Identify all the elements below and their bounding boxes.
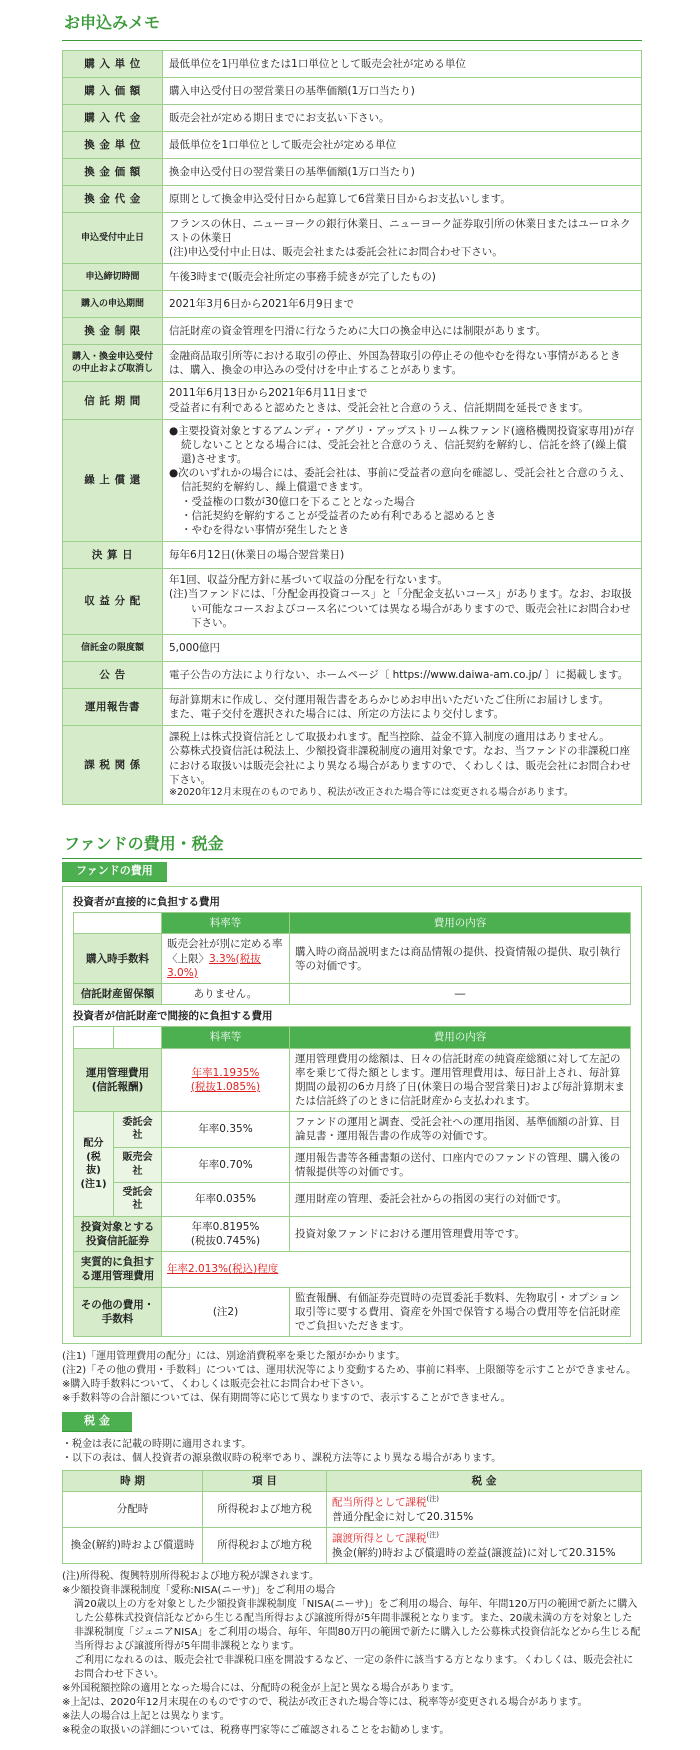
fee-rate-text: 年率0.8195% <box>191 1220 260 1233</box>
tax-detail <box>327 1492 642 1528</box>
note: ※上記は、2020年12月末現在のものですので、税法が改正された場合等には、税率等が変更される場合があります。 <box>62 1696 588 1708</box>
memo-text: 2011年6月13日から2021年6月11日まで <box>169 387 368 400</box>
memo-row <box>63 661 642 688</box>
note: ※外国税額控除の適用となった場合には、分配時の税金が上記と異なる場合があります。 <box>62 1682 460 1694</box>
memo-key: 購 入 代 金 <box>63 104 163 131</box>
memo-title: お申込みメモ <box>62 8 642 41</box>
fee-rate-red: 年率1.1935% <box>191 1066 260 1079</box>
table-row <box>74 934 631 984</box>
fee-key: 信託財産留保額 <box>74 984 162 1005</box>
tax-item: 所得税および地方税 <box>203 1492 327 1528</box>
fee-rate <box>162 934 290 984</box>
note: ※法人の場合は上記とは異なります。 <box>62 1710 230 1722</box>
fee-rate-red: 3.3%(税抜3.0%) <box>167 952 261 979</box>
memo-row <box>63 291 642 318</box>
memo-key: 換 金 制 限 <box>63 318 163 345</box>
memo-row <box>63 318 642 345</box>
note-prefix: 満20歳以上の方を対象とした <box>74 1598 207 1610</box>
memo-key: 換 金 価 額 <box>63 158 163 185</box>
memo-note: (注)当ファンドには、「分配金再投資コース」と「分配金支払いコース」があります。なお、お取扱い可能なコースおよびコース名については異なる場合がありますので、販売会社にお問合わせ下さい。 <box>169 588 632 629</box>
list-item: ●主要投資対象とするアムンディ・アグリ・アップストリーム株ファンド(適格機関投資家専用)が存続しないこととなる場合には、受託会社と合意のうえ、信託契約を解約し、信託を終了(繰上償還)させます。 <box>169 424 635 466</box>
fee-subkey: 委託会社 <box>114 1112 162 1147</box>
note: ※税金の取扱いの詳細については、税務専門家等にご確認されることをお勧めします。 <box>62 1724 450 1736</box>
memo-value <box>163 688 642 725</box>
memo-text: 課税上は株式投資信託として取扱われます。配当控除、益金不算入制度の適用はありません。 <box>169 731 610 744</box>
memo-row <box>63 382 642 419</box>
memo-value: 2021年3月6日から2021年6月9日まで <box>163 291 642 318</box>
fee-content: 投資対象ファンドにおける運用管理費用等です。 <box>290 1216 631 1251</box>
table-row <box>74 1216 631 1251</box>
fee-rate <box>162 1252 631 1287</box>
fee-notes <box>62 1344 642 1406</box>
blank-header <box>74 1027 114 1048</box>
fee-content: ファンドの運用と調査、受託会社への運用指図、基準価額の計算、目論見書・運用報告書の作成等の対価です。 <box>290 1112 631 1147</box>
table-row <box>74 1147 631 1182</box>
memo-value <box>163 726 642 805</box>
tax-type: 配当所得として課税 <box>332 1496 427 1509</box>
memo-value <box>163 382 642 419</box>
tax-type: 譲渡所得として課税 <box>332 1532 427 1545</box>
memo-value <box>163 419 642 541</box>
tax-detail <box>327 1527 642 1563</box>
note: (注)所得税、復興特別所得税および地方税が課されます。 <box>62 1570 320 1582</box>
rate-column-header: 料率等 <box>162 913 290 934</box>
memo-key: 申込締切時間 <box>63 264 163 291</box>
memo-value: 金融商品取引所等における取引の停止、外国為替取引の停止その他やむを得ない事情があるときは、購入、換金の申込みの受付けを中止することがあります。 <box>163 345 642 382</box>
memo-key: 繰 上 償 還 <box>63 419 163 541</box>
fee-key: 運用管理費用(信託報酬) <box>74 1048 162 1112</box>
table-row <box>63 1527 642 1563</box>
fee-content: 運用報告書等各種書類の送付、口座内でのファンドの管理、購入後の情報提供等の対価です。 <box>290 1147 631 1182</box>
memo-key: 申込受付中止日 <box>63 212 163 264</box>
memo-row <box>63 158 642 185</box>
tax-tag: 税 金 <box>62 1412 132 1432</box>
memo-value: 午後3時まで(販売会社所定の事務手続きが完了したもの) <box>163 264 642 291</box>
fee-content: 購入時の商品説明または商品情報の提供、投資情報の提供、取引執行等の対価です。 <box>290 934 631 984</box>
fee-rate: 年率0.35% <box>162 1112 290 1147</box>
tax-time: 換金(解約)時および償還時 <box>63 1527 203 1563</box>
memo-value: 購入申込受付日の翌営業日の基準価額(1万口当たり) <box>163 77 642 104</box>
fee-key: 投資対象とする投資信託証券 <box>74 1216 162 1251</box>
fee-content: 監査報酬、有価証券売買時の売買委託手数料、先物取引・オプション取引等に要する費用、資産を外国で保管する場合の費用等を信託財産でご負担いただきます。 <box>290 1287 631 1337</box>
note: ※少額投資非課税制度「愛称:NISA(ニーサ)」をご利用の場合 <box>62 1584 336 1596</box>
fee-key: その他の費用・手数料 <box>74 1287 162 1337</box>
content-column-header: 費用の内容 <box>290 1027 631 1048</box>
direct-costs-heading: 投資者が直接的に負担する費用 <box>73 896 220 909</box>
memo-key: 購 入 単 位 <box>63 50 163 77</box>
memo-row <box>63 264 642 291</box>
memo-row <box>63 569 642 635</box>
table-row <box>74 1112 631 1147</box>
blank-header <box>114 1027 162 1048</box>
note <box>62 1598 642 1654</box>
blank-header <box>74 913 162 934</box>
sub-item: ・信託契約を解約することが受益者のため有利であると認めるとき <box>181 509 496 522</box>
memo-value: 販売会社が定める期日までにお支払い下さい。 <box>163 104 642 131</box>
tax-intro <box>62 1436 642 1466</box>
memo-key: 運用報告書 <box>63 688 163 725</box>
fee-rate-text: (税抜0.745%) <box>190 1235 261 1248</box>
memo-value: 最低単位を1口単位として販売会社が定める単位 <box>163 131 642 158</box>
tax-rate-text: 換金(解約)時および償還時の差益(譲渡益)に対して20.315% <box>332 1546 616 1559</box>
table-row <box>74 1182 631 1216</box>
memo-row <box>63 50 642 77</box>
fee-rate-red: (税抜1.085%) <box>190 1080 261 1093</box>
memo-value: 信託財産の資金管理を円滑に行なうために大口の換金申込には制限があります。 <box>163 318 642 345</box>
memo-text: 毎計算期末に作成し、交付運用報告書をあらかじめお申出いただいたご住所にお届けします。 <box>169 693 610 706</box>
note: ※購入時手数料について、くわしくは販売会社にお問合わせ下さい。 <box>62 1379 370 1391</box>
memo-row <box>63 419 642 541</box>
direct-costs-table <box>73 912 631 1005</box>
note-ref: (注) <box>426 1495 439 1504</box>
note-ref: (注) <box>426 1530 439 1539</box>
note: ・税金は表に記載の時期に適用されます。 <box>62 1438 252 1450</box>
fee-rate <box>162 1048 290 1112</box>
fee-rate <box>162 1216 290 1251</box>
fee-key: 実質的に負担する運用管理費用 <box>74 1252 162 1287</box>
tax-column-header: 税 金 <box>327 1470 642 1491</box>
memo-key: 購入の申込期間 <box>63 291 163 318</box>
table-row <box>63 1492 642 1528</box>
tax-notes <box>62 1564 642 1738</box>
indirect-costs-heading: 投資者が信託財産で間接的に負担する費用 <box>73 1010 273 1023</box>
memo-value <box>163 569 642 635</box>
memo-note: (注)申込受付中止日は、販売会社または委託会社にお問合わせ下さい。 <box>169 245 503 258</box>
note: ※手数料等の合計額については、保有期間等に応じて異なりますので、表示することができません。 <box>62 1393 511 1405</box>
table-row <box>74 1287 631 1337</box>
table-row <box>74 1252 631 1287</box>
memo-text: 受益者に有利であると認めたときは、受託会社と合意のうえ、信託期間を延長できます。 <box>169 401 589 414</box>
content-column-header: 費用の内容 <box>290 913 631 934</box>
memo-row <box>63 185 642 212</box>
table-row <box>74 984 631 1005</box>
fee-subkey: 販売会社 <box>114 1147 162 1182</box>
note: ・以下の表は、個人投資者の源泉徴収時の税率であり、課税方法等により異なる場合があります。 <box>62 1452 502 1464</box>
fund-costs-tag: ファンドの費用 <box>62 862 167 882</box>
note-text: 少額投資非課税制度「NISA(ニーサ)」をご利用の場合、毎年、年間120万円の範囲で新たに購入した公募株式投資信託などから生じる配当所得および譲渡所得が5年間非課税となります。また、20歳未満の方を対象とした非課税制度「ジュニアNISA」をご利用の場合、毎年、年間80万円の範囲で新たに購入した公募株式投資信託などから生じる配当所得および譲渡所得が5年間非課税となります。 <box>74 1598 641 1652</box>
fee-rate-red: 年率2.013%(税込)程度 <box>167 1263 279 1276</box>
note: ご利用になれるのは、販売会社で非課税口座を開設するなど、一定の条件に該当する方となります。くわしくは、販売会社にお問合わせ下さい。 <box>74 1654 634 1680</box>
memo-key: 決 算 日 <box>63 542 163 569</box>
memo-text: また、電子交付を選択された場合には、所定の方法により交付します。 <box>169 708 505 721</box>
tax-table <box>62 1470 642 1564</box>
list-item: ●次のいずれかの場合には、委託会社は、事前に受益者の意向を確認し、受託会社と合意のうえ、信託契約を解約し、繰上償還できます。 <box>169 467 631 494</box>
time-column-header: 時 期 <box>63 1470 203 1491</box>
memo-key: 公 告 <box>63 661 163 688</box>
memo-key: 課 税 関 係 <box>63 726 163 805</box>
fee-rate-label: 〈上限〉 <box>167 952 209 965</box>
fee-rate: ありません。 <box>162 984 290 1005</box>
early-redemption-list <box>169 424 635 495</box>
note: (注1)「運用管理費用の配分」には、別途消費税率を乗じた額がかかります。 <box>62 1351 406 1363</box>
memo-row <box>63 345 642 382</box>
fee-content: 運用管理費用の総額は、日々の信託財産の純資産総額に対して左記の率を乗じて得た額とします。運用管理費用は、毎日計上され、毎計算期間の最初の6カ月終了日(休業日の場合翌営業日)および毎計算期末または信託終了のときに信託財産から支払われます。 <box>290 1048 631 1112</box>
fee-content: 運用財産の管理、委託会社からの指図の実行の対価です。 <box>290 1182 631 1216</box>
memo-row <box>63 726 642 805</box>
fee-key: 購入時手数料 <box>74 934 162 984</box>
memo-value: 5,000億円 <box>163 634 642 661</box>
memo-text: 公募株式投資信託は税法上、少額投資非課税制度の適用対象です。なお、当ファンドの非課税口座における取扱いは販売会社により異なる場合がありますので、くわしくは、販売会社にお問合わせ下さい。 <box>169 745 631 786</box>
memo-key: 購入・換金申込受付の中止および取消し <box>63 345 163 382</box>
memo-row <box>63 77 642 104</box>
fees-box <box>62 886 642 1344</box>
memo-value <box>163 212 642 264</box>
memo-value: 電子公告の方法により行ない、ホームページ〔 https://www.daiwa-am.co.jp/ 〕に掲載します。 <box>163 661 642 688</box>
fees-title: ファンドの費用・税金 <box>64 833 224 853</box>
memo-note: ※2020年12月末現在のものであり、税法が改正された場合等には変更される場合があります。 <box>169 786 574 798</box>
indirect-costs-table <box>73 1026 631 1337</box>
item-column-header: 項 目 <box>203 1470 327 1491</box>
memo-row <box>63 542 642 569</box>
memo-row <box>63 212 642 264</box>
memo-row <box>63 688 642 725</box>
fee-content: ― <box>290 984 631 1005</box>
fee-rate: 年率0.035% <box>162 1182 290 1216</box>
memo-row <box>63 131 642 158</box>
fee-subkey: 受託会社 <box>114 1182 162 1216</box>
fee-rate-text: 販売会社が別に定める率 <box>167 938 283 951</box>
memo-row <box>63 104 642 131</box>
split-key: 配分(税抜)(注1) <box>74 1112 114 1217</box>
fee-rate: (注2) <box>162 1287 290 1337</box>
note: (注2)「その他の費用・手数料」については、運用状況等により変動するため、事前に料率、上限額等を示すことができません。 <box>62 1365 637 1377</box>
memo-text: フランスの休日、ニューヨークの銀行休業日、ニューヨーク証券取引所の休業日またはユーロネクストの休業日 <box>169 217 631 244</box>
table-row <box>74 1048 631 1112</box>
memo-key: 信 託 期 間 <box>63 382 163 419</box>
sub-item: ・やむを得ない事情が発生したとき <box>181 524 349 536</box>
memo-row <box>63 634 642 661</box>
fee-rate: 年率0.70% <box>162 1147 290 1182</box>
memo-value: 毎年6月12日(休業日の場合翌営業日) <box>163 542 642 569</box>
memo-value: 換金申込受付日の翌営業日の基準価額(1万口当たり) <box>163 158 642 185</box>
tax-item: 所得税および地方税 <box>203 1527 327 1563</box>
tax-rate-text: 普通分配金に対して20.315% <box>332 1510 474 1523</box>
memo-value: 原則として換金申込受付日から起算して6営業日目からお支払いします。 <box>163 185 642 212</box>
memo-key: 換 金 代 金 <box>63 185 163 212</box>
application-memo-table <box>62 50 642 805</box>
memo-key: 収 益 分 配 <box>63 569 163 635</box>
sub-item: ・受益権の口数が30億口を下ることとなった場合 <box>181 495 415 508</box>
memo-text: 年1回、収益分配方針に基づいて収益の分配を行ないます。 <box>169 574 448 587</box>
memo-key: 購 入 価 額 <box>63 77 163 104</box>
tax-time: 分配時 <box>63 1492 203 1528</box>
memo-key: 換 金 単 位 <box>63 131 163 158</box>
memo-key: 信託金の限度額 <box>63 634 163 661</box>
memo-value: 最低単位を1円単位または1口単位として販売会社が定める単位 <box>163 50 642 77</box>
rate-column-header: 料率等 <box>162 1027 290 1048</box>
